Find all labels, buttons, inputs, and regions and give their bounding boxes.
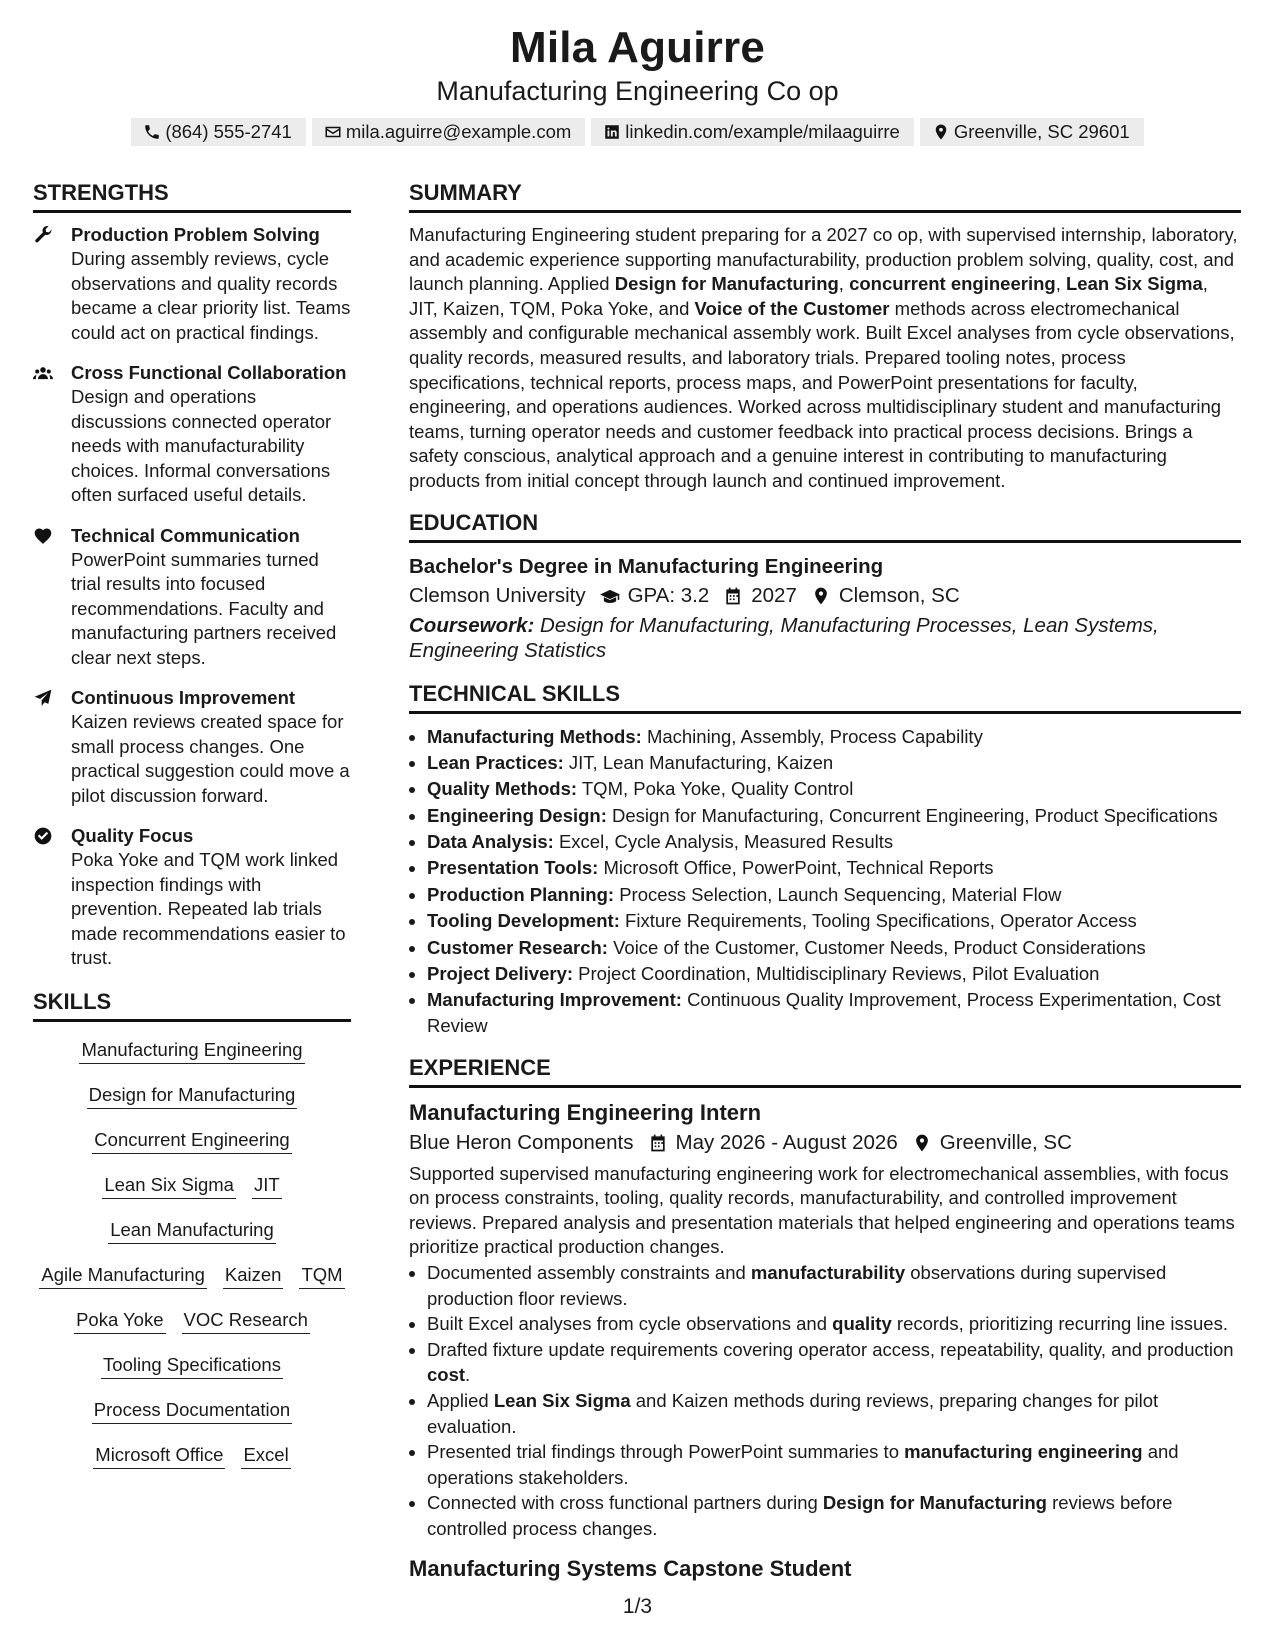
skill-tag: Lean Manufacturing bbox=[108, 1218, 276, 1244]
technical-skills-list bbox=[409, 724, 1241, 1039]
strength-desc: Design and operations discussions connected operator needs with manufacturability choices. Informal conversations often surfaced useful details. bbox=[71, 386, 332, 505]
tech-skill-value: Process Selection, Launch Sequencing, Material Flow bbox=[619, 883, 1062, 905]
right-column bbox=[409, 178, 1241, 1584]
summary-part: , bbox=[838, 273, 850, 295]
skill-tag: JIT bbox=[252, 1173, 282, 1199]
strength-title: Technical Communication bbox=[71, 524, 300, 546]
tech-skill-value: Microsoft Office, PowerPoint, Technical Reports bbox=[603, 857, 994, 879]
strength-item bbox=[33, 686, 351, 808]
tech-skill-value: Excel, Cycle Analysis, Measured Results bbox=[558, 831, 894, 853]
strength-desc: Kaizen reviews created space for small process changes. One practical suggestion could move a pilot discussion forward. bbox=[71, 711, 350, 806]
list-item bbox=[427, 882, 1241, 908]
tech-skill-label: Customer Research: bbox=[427, 936, 608, 958]
bullet-part: and operations stakeholders. bbox=[427, 1441, 1179, 1488]
strengths-heading: STRENGTHS bbox=[33, 178, 351, 213]
skill-tag: VOC Research bbox=[182, 1308, 310, 1334]
skill-tag: Agile Manufacturing bbox=[39, 1263, 207, 1289]
summary-keyword: Lean Six Sigma bbox=[1065, 273, 1203, 295]
tech-skill-label: Production Planning: bbox=[427, 883, 615, 905]
summary-part: Manufacturing Engineering student preparing for a 2027 co op, with supervised internship, laboratory, and academic experience supporting manufacturability, production problem solving, quality, cost, and launch planning. Applied bbox=[409, 224, 1238, 295]
job-dates: May 2026 - August 2026 bbox=[675, 1130, 898, 1154]
school-name: Clemson University bbox=[409, 583, 586, 607]
contact-linkedin[interactable] bbox=[591, 118, 914, 146]
bullet-part: Connected with cross functional partners during bbox=[427, 1492, 823, 1514]
tech-skill-label: Lean Practices: bbox=[427, 751, 564, 773]
skill-tag: Poka Yoke bbox=[74, 1308, 165, 1334]
bullet-keyword: Lean Six Sigma bbox=[493, 1389, 631, 1411]
contact-phone-text: (864) 555-2741 bbox=[165, 121, 292, 142]
list-item bbox=[427, 829, 1241, 855]
strength-item bbox=[33, 524, 351, 671]
skill-tag: Manufacturing Engineering bbox=[79, 1038, 304, 1064]
contact-email[interactable] bbox=[312, 118, 585, 146]
coursework bbox=[409, 613, 1241, 663]
tech-skill-label: Data Analysis: bbox=[427, 831, 554, 853]
skill-tag: Kaizen bbox=[223, 1263, 284, 1289]
tech-skill-label: Quality Methods: bbox=[427, 778, 578, 800]
summary-keyword: concurrent engineering bbox=[849, 273, 1056, 295]
contact-email-text: mila.aguirre@example.com bbox=[345, 121, 572, 142]
bullet-keyword: manufacturability bbox=[750, 1262, 906, 1283]
summary-part: methods across electromechanical assembly and configurable mechanical assembly work. Built Excel analyses from cycle observations, quality records, measured results, and laboratory trials. Prepared tooling notes, process specifications, technical reports, process maps, and PowerPoint presentations for faculty, engineering, and operations audiences. Worked across multidisciplinary student and manufacturing teams, turning operator needs and customer feedback into practical process decisions. Brings a safety conscious, analytical approach and a genuine interest in contributing to manufacturing products from initial concept through launch and continued improvement. bbox=[409, 297, 1235, 491]
heart-icon bbox=[33, 526, 53, 546]
tech-skill-value: Machining, Assembly, Process Capability bbox=[646, 725, 983, 747]
strength-title: Continuous Improvement bbox=[71, 687, 296, 708]
list-item bbox=[427, 1260, 1241, 1311]
technical-skills-heading: TECHNICAL SKILLS bbox=[409, 679, 1241, 714]
skills-cloud bbox=[33, 1032, 351, 1469]
tech-skill-value: Project Coordination, Multidisciplinary Reviews, Pilot Evaluation bbox=[578, 963, 1100, 985]
tech-skill-label: Manufacturing Methods: bbox=[427, 725, 642, 747]
bullet-part: Built Excel analyses from cycle observations and bbox=[427, 1313, 833, 1335]
list-item bbox=[427, 750, 1241, 776]
users-icon bbox=[33, 363, 53, 383]
tech-skill-value: TQM, Poka Yoke, Quality Control bbox=[581, 778, 854, 800]
skill-tag: Concurrent Engineering bbox=[92, 1128, 291, 1154]
bullet-keyword: quality bbox=[832, 1313, 892, 1335]
strength-item bbox=[33, 824, 351, 971]
bullet-part: records, prioritizing recurring line issues. bbox=[891, 1313, 1228, 1335]
map-pin-icon bbox=[811, 586, 831, 606]
tech-skill-label: Project Delivery: bbox=[427, 963, 574, 985]
left-column bbox=[33, 178, 351, 1488]
tech-skill-label: Tooling Development: bbox=[427, 910, 620, 932]
bullet-keyword: Design for Manufacturing bbox=[822, 1492, 1047, 1514]
strength-item bbox=[33, 361, 351, 508]
skills-heading: SKILLS bbox=[33, 987, 351, 1022]
list-item bbox=[427, 908, 1241, 934]
wrench-icon bbox=[33, 225, 53, 245]
resume-header bbox=[0, 0, 1275, 146]
list-item bbox=[427, 961, 1241, 987]
skill-tag: TQM bbox=[299, 1263, 344, 1289]
skill-tag: Process Documentation bbox=[92, 1398, 292, 1424]
tech-skill-value: JIT, Lean Manufacturing, Kaizen bbox=[568, 751, 834, 773]
contact-phone[interactable] bbox=[131, 118, 306, 146]
list-item bbox=[427, 1311, 1241, 1337]
job-bullets bbox=[409, 1260, 1241, 1542]
list-item bbox=[427, 1337, 1241, 1388]
bullet-part: Presented trial findings through PowerPoint summaries to bbox=[427, 1441, 905, 1463]
contact-location-text: Greenville, SC 29601 bbox=[953, 121, 1130, 142]
summary-heading: SUMMARY bbox=[409, 178, 1241, 213]
calendar-icon bbox=[723, 586, 743, 606]
summary-keyword: Design for Manufacturing bbox=[614, 273, 839, 295]
tech-skill-value: Continuous Quality Improvement, Process Experimentation, Cost Review bbox=[427, 989, 1221, 1037]
coursework-list: Design for Manufacturing, Manufacturing Processes, Lean Systems, Engineering Statistics bbox=[409, 613, 1159, 662]
summary-text bbox=[409, 223, 1241, 494]
list-item bbox=[427, 1388, 1241, 1439]
map-pin-icon bbox=[932, 123, 950, 141]
list-item bbox=[427, 1439, 1241, 1490]
tech-skill-value: Voice of the Customer, Customer Needs, Product Considerations bbox=[613, 936, 1146, 958]
list-item bbox=[427, 987, 1241, 1038]
summary-part: , JIT, Kaizen, TQM, Poka Yoke, and bbox=[409, 273, 1208, 319]
list-item bbox=[427, 776, 1241, 802]
skill-tag: Tooling Specifications bbox=[101, 1353, 283, 1379]
tech-skill-value: Design for Manufacturing, Concurrent Engineering, Product Specifications bbox=[612, 804, 1218, 826]
bullet-keyword: manufacturing engineering bbox=[904, 1441, 1143, 1463]
list-item bbox=[427, 935, 1241, 961]
summary-part: , bbox=[1055, 273, 1066, 295]
experience-heading: EXPERIENCE bbox=[409, 1053, 1241, 1088]
bullet-part: and Kaizen methods during reviews, preparing changes for pilot evaluation. bbox=[427, 1389, 1159, 1437]
candidate-title: Manufacturing Engineering Co op bbox=[436, 76, 839, 106]
bullet-part: . bbox=[465, 1364, 471, 1386]
tech-skill-value: Fixture Requirements, Tooling Specifications, Operator Access bbox=[625, 910, 1137, 932]
calendar-icon bbox=[648, 1133, 668, 1153]
job-meta bbox=[409, 1128, 1241, 1158]
job-title: Manufacturing Engineering Intern bbox=[409, 1099, 762, 1125]
education-heading: EDUCATION bbox=[409, 508, 1241, 543]
skill-tag: Excel bbox=[241, 1443, 290, 1469]
strength-item bbox=[33, 223, 351, 345]
bullet-part: reviews before controlled process changes. bbox=[427, 1492, 1173, 1539]
strength-desc: PowerPoint summaries turned trial results into focused recommendations. Faculty and manufacturing partners received clear next steps. bbox=[71, 548, 337, 668]
skill-tag: Design for Manufacturing bbox=[87, 1083, 298, 1109]
bullet-part: Drafted fixture update requirements covering operator access, repeatability, quality, and production bbox=[427, 1338, 1234, 1360]
linkedin-icon bbox=[603, 123, 621, 141]
strength-desc: Poka Yoke and TQM work linked inspection findings with prevention. Repeated lab trials made recommendations easier to trust. bbox=[71, 849, 346, 968]
coursework-label: Coursework: bbox=[409, 613, 535, 637]
school-location: Clemson, SC bbox=[838, 583, 960, 607]
list-item bbox=[427, 855, 1241, 881]
strength-desc: During assembly reviews, cycle observations and quality records became a clear priority list. Teams could act on practical findings. bbox=[71, 248, 351, 343]
degree-title: Bachelor's Degree in Manufacturing Engineering bbox=[409, 554, 884, 578]
bullet-part: Documented assembly constraints and bbox=[427, 1262, 751, 1283]
gpa: GPA: 3.2 bbox=[627, 583, 710, 607]
strength-title: Quality Focus bbox=[71, 825, 194, 846]
summary-keyword: Voice of the Customer bbox=[694, 297, 890, 319]
bullet-part: Applied bbox=[427, 1389, 494, 1411]
strength-title: Production Problem Solving bbox=[71, 224, 320, 245]
list-item bbox=[427, 724, 1241, 750]
education-meta bbox=[409, 581, 1241, 611]
page-number: 1/3 bbox=[622, 1595, 653, 1618]
bullet-part: observations during supervised production floor reviews. bbox=[427, 1262, 1167, 1309]
phone-icon bbox=[143, 123, 161, 141]
next-job-title: Manufacturing Systems Capstone Student bbox=[409, 1555, 852, 1581]
candidate-name: Mila Aguirre bbox=[509, 23, 766, 72]
skill-tag: Microsoft Office bbox=[93, 1443, 225, 1469]
tech-skill-label: Engineering Design: bbox=[427, 804, 607, 826]
list-item bbox=[427, 1490, 1241, 1541]
list-item bbox=[427, 803, 1241, 829]
check-circle-icon bbox=[33, 826, 53, 846]
map-pin-icon bbox=[912, 1133, 932, 1153]
contact-bar bbox=[0, 118, 1275, 146]
bullet-keyword: cost bbox=[427, 1364, 466, 1386]
contact-linkedin-text: linkedin.com/example/milaaguirre bbox=[625, 121, 900, 142]
envelope-icon bbox=[324, 123, 342, 141]
skill-tag: Lean Six Sigma bbox=[102, 1173, 236, 1199]
strength-title: Cross Functional Collaboration bbox=[71, 362, 347, 383]
paper-plane-icon bbox=[33, 688, 53, 708]
contact-location bbox=[920, 118, 1144, 146]
tech-skill-label: Manufacturing Improvement: bbox=[427, 989, 682, 1011]
graduation-year: 2027 bbox=[751, 583, 797, 607]
job-description: Supported supervised manufacturing engineering work for electromechanical assemblies, with focus on process constraints, tooling, quality records, manufacturability, and controlled improvement reviews. Prepared analysis and presentation materials that helped engineering and operations teams prioritize practical production changes. bbox=[409, 1162, 1235, 1258]
tech-skill-label: Presentation Tools: bbox=[427, 857, 599, 879]
job-location: Greenville, SC bbox=[939, 1130, 1072, 1154]
graduation-cap-icon bbox=[600, 586, 620, 606]
company-name: Blue Heron Components bbox=[409, 1130, 634, 1154]
